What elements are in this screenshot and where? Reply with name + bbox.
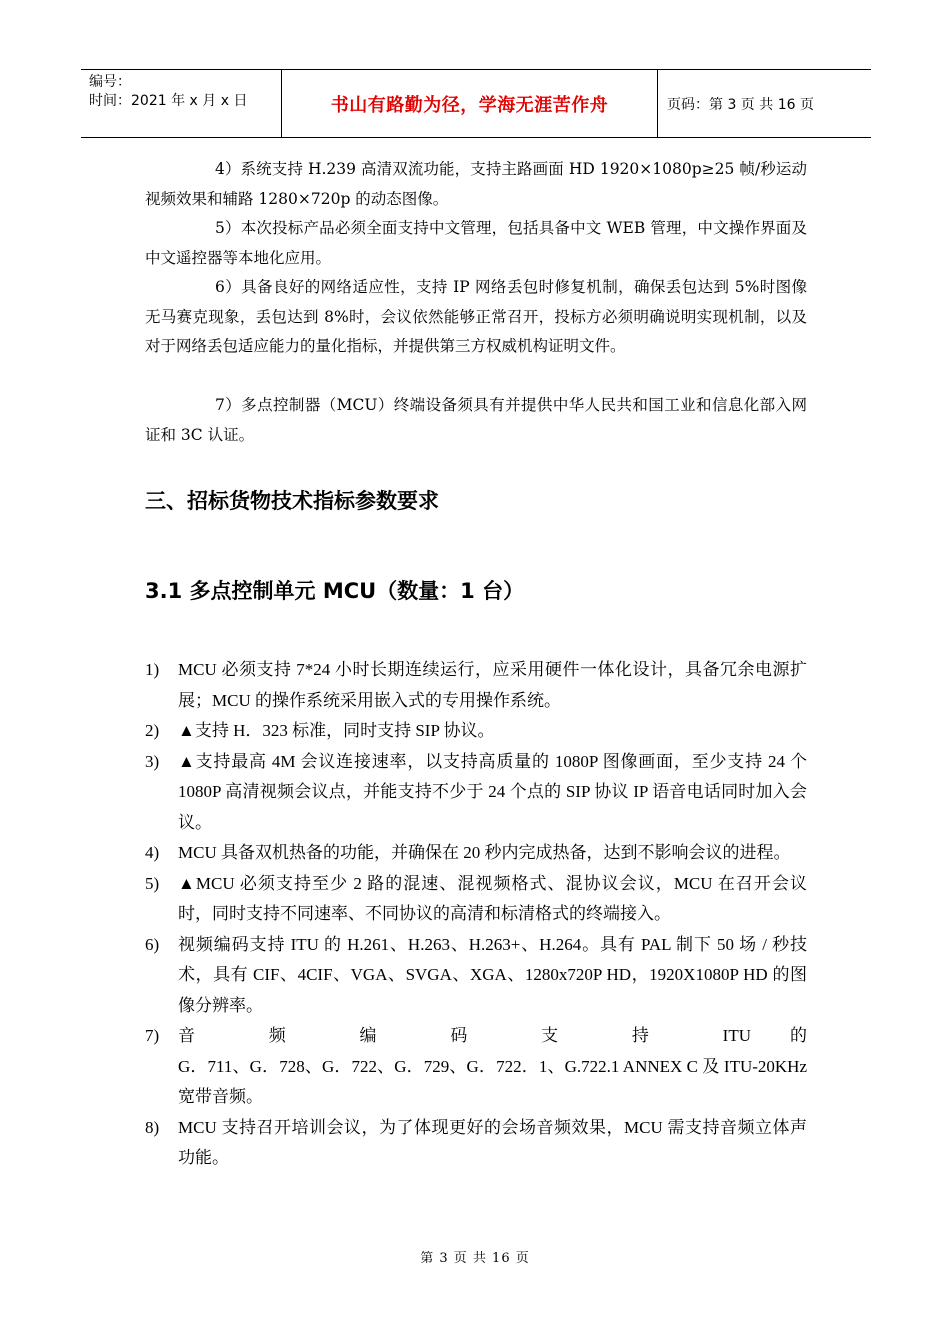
page-footer: 第 3 页 共 16 页 — [420, 1251, 530, 1266]
list-text: ▲支持最高 4M 会议连接速率，以支持高质量的 1080P 图像画面，至少支持 24 个 1080P 高清视频会议点，并能支持不少于 24 个点的 SIP 协议 IP 语音电话同时加入会议。 — [178, 751, 807, 832]
header-meta — [81, 70, 282, 137]
header-page-info: 页码：第 3 页 共 16 页 — [667, 96, 814, 113]
header-motto: 书山有路勤为径，学海无涯苦作舟 — [282, 70, 658, 137]
header-date: 时间：2021 年 x 月 x 日 — [89, 93, 248, 109]
list-text-line: G．711、G．728、G．722、G．729、G．722．1、G.722.1 ANNEX C 及 ITU-20KHz 宽带音频。 — [178, 1056, 807, 1106]
list-item — [145, 1021, 807, 1113]
list-number: 3) — [145, 751, 160, 771]
header-number-label: 编号： — [89, 74, 131, 90]
paragraph-text: 5）本次投标产品必须全面支持中文管理，包括具备中文 WEB 管理，中文操作界面及中文遥控器等本地化应用。 — [145, 219, 807, 267]
list-item — [145, 838, 807, 869]
list-number: 7) — [145, 1026, 160, 1045]
paragraph-7 — [145, 391, 807, 450]
list-text: ▲MCU 必须支持至少 2 路的混速、混视频格式、混协议会议，MCU 在召开会议时，同时支持不同速率、不同协议的高清和标清格式的终端接入。 — [178, 873, 807, 923]
paragraph-text: 6）具备良好的网络适应性，支持 IP 网络丢包时修复机制，确保丢包达到 5%时图像无马赛克现象，丢包达到 8%时，会议依然能够正常召开，投标方必须明确说明实现机制，以及对于网络丢包适应能力的量化指标，并提供第三方权威机构证明文件。 — [145, 278, 807, 355]
list-number: 1) — [145, 660, 160, 679]
list-item — [145, 747, 807, 839]
section-title: 三、招标货物技术指标参数要求 — [145, 489, 439, 513]
paragraph-text: 4）系统支持 H.239 高清双流功能，支持主路画面 HD 1920×1080p≥25 帧/秒运动视频效果和辅路 1280×720p 的动态图像。 — [145, 160, 807, 208]
paragraph-6 — [145, 273, 807, 362]
list-item — [145, 869, 807, 930]
document-header — [81, 69, 871, 138]
list-item — [145, 716, 807, 747]
paragraph-text: 7）多点控制器（MCU）终端设备须具有并提供中华人民共和国工业和信息化部入网证和 3C 认证。 — [145, 396, 807, 444]
list-text: 视频编码支持 ITU 的 H.261、H.263、H.263+、H.264。具有 PAL 制下 50 场 / 秒技术，具有 CIF、4CIF、VGA、SVGA、XGA、1280x720P HD，1920X1080P HD 的图像分辨率。 — [178, 934, 807, 1015]
requirements-list — [145, 655, 807, 1174]
list-text-block — [178, 1021, 807, 1113]
paragraph-5 — [145, 214, 807, 273]
list-number: 2) — [145, 721, 160, 740]
paragraph-4 — [145, 155, 807, 214]
list-number: 6) — [145, 934, 160, 954]
list-text: ▲支持 H．323 标准，同时支持 SIP 协议。 — [178, 721, 495, 740]
list-number: 4) — [145, 843, 160, 862]
list-text: MCU 具备双机热备的功能，并确保在 20 秒内完成热备，达到不影响会议的进程。 — [178, 843, 791, 862]
list-text: MCU 必须支持 7*24 小时长期连续运行，应采用硬件一体化设计，具备冗余电源扩展；MCU 的操作系统采用嵌入式的专用操作系统。 — [178, 660, 807, 710]
list-number: 5) — [145, 873, 160, 893]
subsection-title: 3.1 多点控制单元 MCU（数量：1 台） — [145, 579, 525, 603]
list-item — [145, 1113, 807, 1174]
list-item — [145, 655, 807, 716]
list-number: 8) — [145, 1117, 160, 1137]
list-text-line: 音 频 编 码 支 持 ITU 的 — [178, 1026, 807, 1045]
list-text: MCU 支持召开培训会议，为了体现更好的会场音频效果，MCU 需支持音频立体声功能。 — [178, 1117, 807, 1167]
list-item — [145, 930, 807, 1022]
